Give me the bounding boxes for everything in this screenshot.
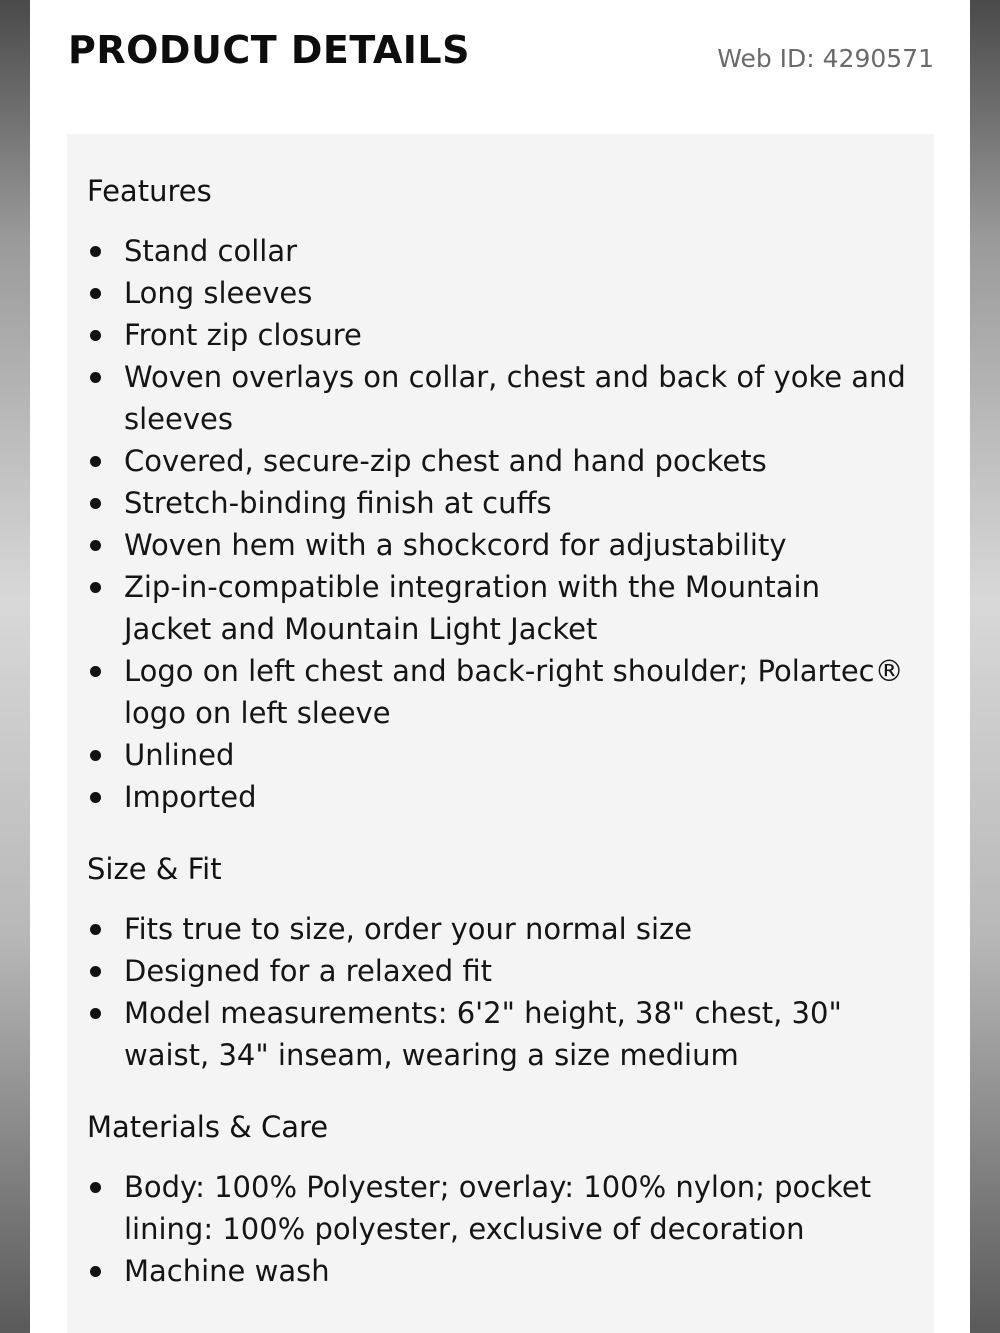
list-item-text: Designed for a relaxed fit: [124, 954, 493, 988]
list-item-text: Covered, secure-zip chest and hand pockets: [124, 444, 767, 478]
list-item-text: Fits true to size, order your normal size: [124, 912, 693, 946]
bullet-icon: [90, 582, 101, 593]
right-screen-edge: [970, 0, 1000, 1333]
features-list: [87, 230, 914, 818]
list-item: [87, 1166, 914, 1250]
bullet-icon: [90, 1008, 101, 1019]
bullet-icon: [90, 1182, 101, 1193]
list-item: [87, 482, 914, 524]
list-item: [87, 314, 914, 356]
bullet-icon: [90, 924, 101, 935]
list-item-text: Zip-in-compatible integration with the Mountain Jacket and Mountain Light Jacket: [124, 570, 820, 646]
bullet-icon: [90, 666, 101, 677]
bullet-icon: [90, 540, 101, 551]
list-item: [87, 1250, 914, 1292]
section-heading-features: Features: [87, 174, 212, 208]
bullet-icon: [90, 966, 101, 977]
bullet-icon: [90, 792, 101, 803]
bullet-icon: [90, 456, 101, 467]
list-item: [87, 950, 914, 992]
list-item-text: Unlined: [124, 738, 235, 772]
size-fit-list: [87, 908, 914, 1076]
bullet-icon: [90, 288, 101, 299]
section-heading-size-fit: Size & Fit: [87, 852, 222, 886]
size-fit-section: [87, 850, 914, 1076]
list-item: [87, 230, 914, 272]
product-details-page: [30, 0, 970, 1333]
web-id-label: Web ID: 4290571: [717, 44, 934, 73]
list-item-text: Stretch-binding finish at cuffs: [124, 486, 552, 520]
materials-care-list: [87, 1166, 914, 1292]
bullet-icon: [90, 1266, 101, 1277]
bullet-icon: [90, 498, 101, 509]
list-item: [87, 776, 914, 818]
details-panel: [67, 134, 934, 1333]
list-item: [87, 524, 914, 566]
list-item: [87, 440, 914, 482]
left-screen-edge: [0, 0, 30, 1333]
list-item-text: Model measurements: 6'2" height, 38" chest, 30" waist, 34" inseam, wearing a size medium: [124, 996, 842, 1072]
page-title: PRODUCT DETAILS: [68, 28, 470, 72]
list-item: [87, 566, 914, 650]
list-item-text: Woven hem with a shockcord for adjustability: [124, 528, 787, 562]
bullet-icon: [90, 330, 101, 341]
list-item-text: Logo on left chest and back-right shoulder; Polartec® logo on left sleeve: [124, 654, 904, 730]
list-item-text: Stand collar: [124, 234, 298, 268]
list-item: [87, 734, 914, 776]
list-item: [87, 356, 914, 440]
list-item: [87, 992, 914, 1076]
section-heading-materials-care: Materials & Care: [87, 1110, 329, 1144]
list-item-text: Imported: [124, 780, 257, 814]
list-item-text: Woven overlays on collar, chest and back of yoke and sleeves: [124, 360, 906, 436]
list-item: [87, 908, 914, 950]
list-item: [87, 650, 914, 734]
bullet-icon: [90, 750, 101, 761]
bullet-icon: [90, 246, 101, 257]
list-item-text: Machine wash: [124, 1254, 330, 1288]
features-section: [87, 172, 914, 818]
list-item-text: Long sleeves: [124, 276, 313, 310]
list-item: [87, 272, 914, 314]
product-details-header: [68, 28, 934, 88]
list-item-text: Body: 100% Polyester; overlay: 100% nylon; pocket lining: 100% polyester, exclusive of decoration: [124, 1170, 872, 1246]
bullet-icon: [90, 372, 101, 383]
list-item-text: Front zip closure: [124, 318, 362, 352]
materials-care-section: [87, 1108, 914, 1292]
